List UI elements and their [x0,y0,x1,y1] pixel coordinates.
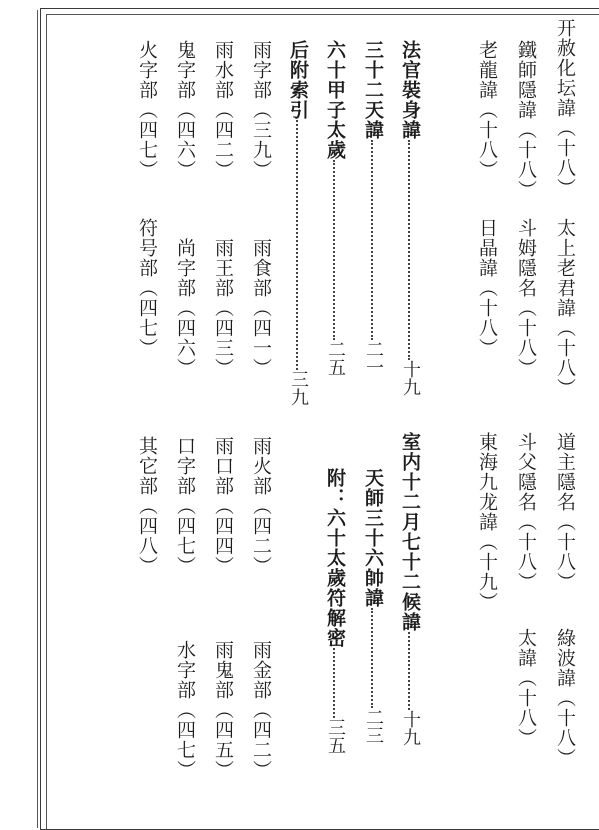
toc-title: 后附索引 [287,40,309,120]
toc-title: 天師三十六帥諱 [362,468,384,608]
toc-page: 二五 [325,340,346,376]
dot-leader [408,140,412,360]
toc-page: 二一 [363,340,384,376]
index-item[interactable]: 雨水部（四二） [212,40,234,180]
toc-item-shinei[interactable] [398,432,422,772]
toc-title: 附：六十太歲符解密 [324,468,346,648]
toc-title: 三十二天諱 [362,40,384,140]
toc-title: 法官裝身諱 [399,40,421,140]
dot-leader [408,632,412,710]
entry-lubo: 綠波諱（十八） [554,628,576,768]
index-item[interactable]: 雨火部（四二） [250,436,272,576]
entry-taishang: 太上老君諱（十八） [554,218,576,398]
dot-leader [333,160,337,340]
toc-item-tianshi[interactable] [361,468,385,778]
toc-item-houfu[interactable] [286,40,310,420]
toc-item-fu[interactable] [323,468,347,778]
toc-page: 三九 [288,370,309,406]
entry-kaishe: 开赦化坛諱（十八） [554,18,576,198]
toc-item-faguan[interactable] [398,40,422,400]
toc-page: 三五 [325,718,346,754]
index-item[interactable]: 雨口部（四四） [212,436,234,576]
toc-item-32tian[interactable] [361,40,385,400]
dot-leader [371,140,375,340]
index-item[interactable]: 其它部（四八） [136,436,158,576]
toc-item-60jiazi[interactable] [323,40,347,420]
index-item[interactable]: 鬼字部（四六） [174,40,196,180]
dot-leader [333,648,337,718]
entry-doumu: 斗姆隱名（十八） [515,218,537,378]
index-item[interactable]: 雨王部（四三） [212,238,234,378]
entry-laolong: 老龍諱（十八） [476,40,498,180]
index-item[interactable]: 水字部（四七） [174,640,196,780]
entry-rijing: 日晶諱（十八） [476,218,498,358]
index-item[interactable]: 口字部（四七） [174,436,196,576]
entry-tieshi: 鐵師隱諱（十八） [515,40,537,200]
entry-doufu: 斗父隱名（十八） [515,432,537,592]
dot-leader [296,120,300,370]
entry-daozhu: 道主隱名（十八） [554,432,576,592]
toc-title: 六十甲子太歲 [324,40,346,160]
index-item[interactable]: 尚字部（四六） [174,238,196,378]
index-item[interactable]: 雨字部（三九） [250,40,272,180]
index-item[interactable]: 火字部（四七） [136,40,158,180]
dot-leader [371,608,375,708]
entry-donghai: 東海九龙諱（十九） [476,432,498,612]
toc-page: 十九 [400,710,421,746]
index-item[interactable]: 雨金部（四二） [250,640,272,780]
toc-title: 室内十二月七十二候諱 [399,432,421,632]
index-item[interactable]: 符号部（四七） [136,218,158,358]
entry-tai: 太諱（十八） [515,628,537,748]
toc-page: 十九 [400,360,421,396]
index-item[interactable]: 雨食部（四一） [250,238,272,378]
index-item[interactable]: 雨鬼部（四五） [212,640,234,780]
toc-page: 二三 [363,708,384,744]
